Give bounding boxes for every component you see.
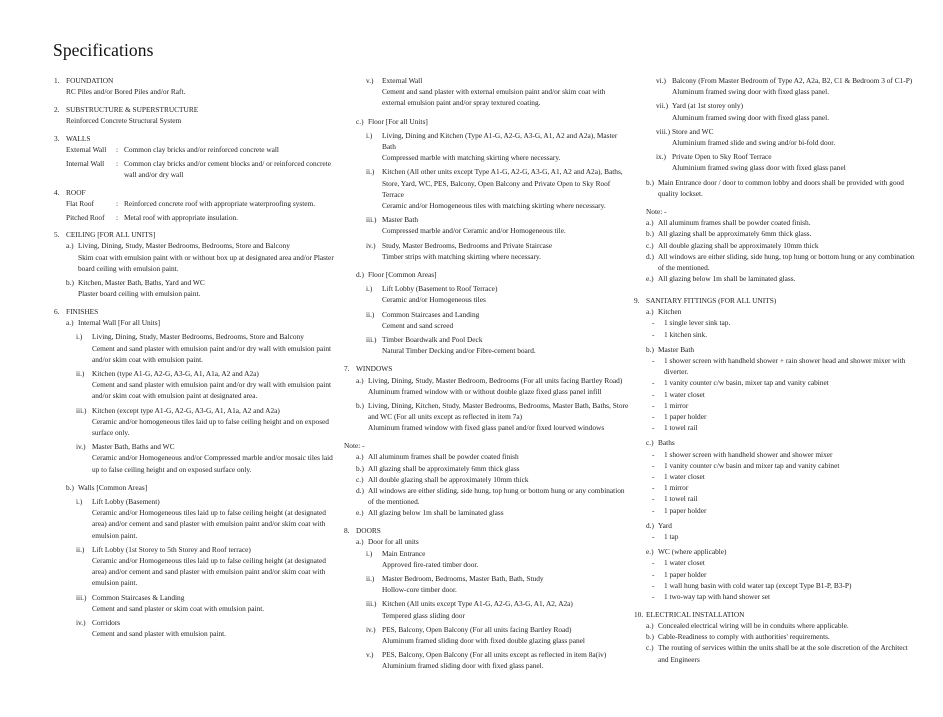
item-title: Door for all units — [368, 537, 419, 547]
item-body: 1 water closet — [664, 558, 705, 568]
spec-colon: : — [116, 145, 119, 155]
fitting-item: - 1 tap — [646, 531, 919, 542]
fitting-item: - 1 shower screen with handheld shower and shower mixer — [646, 449, 919, 460]
item-label: a.) — [66, 318, 74, 328]
section-heading: SUBSTRUCTURE & SUPERSTRUCTURE — [66, 104, 199, 114]
item-body: 1 single lever sink tap. — [664, 318, 731, 328]
list-item — [646, 642, 919, 664]
section-text: Reinforced Concrete Structural System — [66, 116, 182, 126]
item-label: vi.) — [656, 76, 666, 85]
note-heading: Note: - — [344, 441, 365, 451]
item-label: b.) — [66, 278, 74, 288]
spec-row — [66, 212, 339, 223]
fitting-item: - 1 paper holder — [646, 505, 919, 516]
fitting-item: - 1 towel rail — [646, 422, 919, 433]
item-title: Lift Lobby (1st Storey to 5th Storey and Roof terrace) — [92, 544, 251, 554]
item-label: c.) — [646, 438, 654, 448]
item-label: c.) — [646, 643, 654, 653]
sub-item — [66, 240, 339, 274]
item-label: ii.) — [366, 167, 375, 177]
item-body: Aluminum framed sliding door with fixed double glazing glass panel — [382, 635, 585, 645]
fitting-item: - 1 mirror — [646, 482, 919, 493]
item-label: iv.) — [76, 442, 86, 452]
item-body: Cement and sand plaster with emulsion paint and/or dry wall with emulsion paint and/or skim coat with emulsion paint. — [92, 343, 332, 364]
note-heading: Note: - — [646, 207, 667, 217]
item-body: 1 shower screen with handheld shower + rain shower head and shower mixer with diverter. — [664, 355, 906, 377]
item-label: v.) — [366, 76, 374, 85]
item-label: b.) — [646, 177, 654, 187]
sub-heading — [356, 536, 629, 547]
item-body: Aluminium framed sliding door with fixed glass panel. — [382, 661, 544, 671]
roman-item — [656, 75, 919, 97]
roman-item — [366, 573, 629, 595]
roman-item — [366, 214, 629, 236]
section-walls — [54, 133, 339, 180]
item-title: Balcony (From Master Bedroom of Type A2, A2a, B2, C1 & Bedroom 3 of C1-P) — [672, 76, 913, 85]
doors-note — [634, 206, 919, 284]
item-title: Master Bath — [658, 344, 695, 354]
item-title: Kitchen (except type A1-G, A2-G, A3-G, A1, A1a, A2 and A2a) — [92, 405, 280, 415]
item-label: iv.) — [76, 618, 86, 628]
roman-item — [76, 368, 339, 402]
item-label: a.) — [356, 375, 364, 385]
item-body: Cement and sand plaster with emulsion paint and/or dry wall with emulsion paint and/or skim coat with emulsion paint at designated area. — [92, 380, 332, 401]
item-title: Corridors — [92, 618, 121, 628]
item-label: b.) — [646, 229, 654, 239]
list-item — [646, 620, 919, 631]
fitting-item: - 1 two-way tap with hand shower set — [646, 591, 919, 602]
item-title: Common Staircases and Landing — [382, 309, 480, 319]
fitting-item: - 1 paper holder — [646, 411, 919, 422]
item-title: Study, Master Bedrooms, Bedrooms and Private Staircase — [382, 240, 553, 250]
item-label: iii.) — [76, 405, 87, 415]
fitting-item: - 1 vanity counter c/w basin and mixer tap and vanity cabinet — [646, 460, 919, 471]
roman-item — [76, 405, 339, 439]
item-label: i.) — [366, 548, 373, 558]
item-body: 1 water closet — [664, 389, 705, 399]
note-item — [646, 240, 919, 251]
column-3 — [634, 75, 919, 671]
fitting-group-heading — [646, 344, 919, 355]
item-label: vii.) — [656, 101, 669, 111]
section-heading: ELECTRICAL INSTALLATION — [646, 609, 745, 619]
roman-item — [366, 75, 629, 109]
sub-item — [356, 400, 629, 434]
item-label: iv.) — [366, 240, 376, 250]
item-body: Approved fire-rated timber door. — [382, 559, 479, 569]
item-title: Kitchen — [658, 307, 682, 317]
section-number: 3. — [54, 133, 60, 143]
fitting-group-heading — [646, 520, 919, 531]
item-body: 1 vanity counter c/w basin and mixer tap and vanity cabinet — [664, 460, 840, 470]
item-body: 1 water closet — [664, 472, 705, 481]
section-foundation — [54, 75, 339, 97]
item-title: Internal Wall [For all Units] — [78, 318, 161, 328]
item-body: Aluminium framed swing glass door with fixed glass panel — [672, 163, 846, 173]
note-item — [356, 507, 629, 518]
spec-key: Flat Roof — [66, 198, 94, 208]
item-body: 1 kitchen sink. — [664, 329, 708, 339]
roman-item — [366, 598, 629, 620]
roman-item — [366, 283, 629, 305]
spec-colon: : — [116, 212, 119, 222]
section-electrical — [634, 609, 919, 665]
item-label: c.) — [356, 116, 364, 126]
fitting-item: - 1 water closet — [646, 557, 919, 568]
item-title: Walls [Common Areas] — [78, 482, 148, 492]
item-title: Lift Lobby (Basement to Roof Terrace) — [382, 284, 498, 294]
item-title: Kitchen (All other units except Type A1-G, A2-G, A3-G, A1, A2 and A2a), Baths, Store, Yard, WC, PES, Balcony, Open Balcony and Private Open to Sky Roof Terrace — [382, 167, 623, 199]
item-label: a.) — [646, 307, 654, 317]
item-body: 1 mirror — [664, 400, 689, 410]
item-label: a.) — [66, 241, 74, 251]
item-title: WC (where applicable) — [658, 547, 727, 557]
section-heading: FOUNDATION — [66, 76, 114, 85]
item-body: Cement and sand plaster with emulsion paint. — [92, 629, 226, 639]
item-label: a.) — [646, 218, 654, 228]
sub-item — [66, 277, 339, 299]
item-title: Common Staircases & Landing — [92, 592, 185, 602]
section-structure — [54, 104, 339, 126]
item-body: Ceramic and/or Homogeneous tiles laid up to false ceiling height (at designated area) and/or cement and sand plaster with emulsion paint and/or skim coat with emulsion paint. — [92, 556, 326, 588]
item-title: Master Bath — [382, 215, 419, 225]
item-title: External Wall — [382, 76, 423, 85]
item-label: ii.) — [366, 573, 375, 583]
spec-value: Common clay bricks and/or cement blocks and/ or reinforced concrete wall and/or dry wall — [124, 158, 331, 179]
fitting-item: - 1 vanity counter c/w basin, mixer tap and vanity cabinet — [646, 377, 919, 388]
column-2 — [344, 75, 629, 678]
fitting-item: - 1 kitchen sink. — [646, 329, 919, 340]
item-body: All glazing shall be approximately 6mm thick glass. — [658, 229, 812, 239]
item-body: 1 mirror — [664, 483, 689, 493]
fitting-item: - 1 wall hung basin with cold water tap (except Type B1-P, B3-P) — [646, 580, 919, 591]
item-label: c.) — [356, 474, 364, 484]
roman-item — [76, 544, 339, 589]
roman-item — [656, 100, 919, 122]
item-body: Ceramic and/or Homogeneous tiles — [382, 295, 486, 305]
item-label: e.) — [356, 508, 364, 518]
fitting-group-heading — [646, 437, 919, 448]
item-title: Private Open to Sky Roof Terrace — [672, 152, 772, 162]
item-label: iii.) — [366, 335, 377, 345]
item-label: i.) — [76, 332, 83, 342]
section-sanitary-fittings — [634, 295, 919, 602]
roman-item — [76, 617, 339, 639]
item-title: Baths — [658, 438, 675, 448]
item-body: The routing of services within the units shall be at the sole discretion of the Architect and Engineers — [658, 643, 908, 664]
section-number: 9. — [634, 295, 640, 305]
list-item — [646, 631, 919, 642]
windows-note — [344, 440, 629, 518]
item-body: 1 paper holder — [664, 505, 707, 515]
item-title: Floor [Common Areas] — [368, 270, 437, 280]
item-body: 1 paper holder — [664, 569, 707, 579]
spec-key: External Wall — [66, 145, 107, 155]
fitting-item: - 1 shower screen with handheld shower + rain shower head and shower mixer with diverter. — [646, 355, 919, 377]
section-number: 1. — [54, 76, 60, 85]
spec-row — [66, 158, 339, 180]
item-title: Kitchen, Master Bath, Baths, Yard and WC — [78, 278, 205, 288]
item-body: 1 tap — [664, 532, 679, 542]
page-title: Specifications — [53, 40, 154, 60]
item-label: iii.) — [76, 592, 87, 602]
item-title: Living, Dining, Study, Master Bedrooms, Bedrooms, Store and Balcony — [92, 332, 304, 342]
section-heading: SANITARY FITTINGS (FOR ALL UNITS) — [646, 295, 777, 305]
item-body: 1 wall hung basin with cold water tap (except Type B1-P, B3-P) — [664, 580, 852, 590]
item-title: Lift Lobby (Basement) — [92, 497, 160, 506]
section-number: 10. — [634, 609, 644, 619]
fitting-item: - 1 single lever sink tap. — [646, 317, 919, 328]
item-title: Kitchen (All units except Type A1-G, A2-G, A3-G, A1, A2, A2a) — [382, 599, 573, 609]
item-title: Store and WC — [672, 126, 714, 136]
item-label: ii.) — [76, 368, 85, 378]
note-item — [646, 273, 919, 284]
note-item — [646, 217, 919, 228]
item-body: Ceramic and/or Homogeneous and/or Compressed marble and/or mosaic tiles laid up to false ceiling height and on exposed surface only. — [92, 453, 333, 474]
item-body: 1 shower screen with handheld shower and shower mixer — [664, 449, 833, 459]
sub-heading — [356, 269, 629, 280]
item-title: Living, Dining, Study, Master Bedroom, Bedrooms (For all units facing Bartley Road) — [368, 375, 623, 385]
section-heading: WALLS — [66, 133, 91, 143]
item-label: i.) — [366, 130, 373, 140]
item-body: Skim coat with emulsion paint with or without box up at designated area and/or Plaster board ceiling with emulsion paint. — [78, 252, 334, 273]
item-body: All glazing below 1m shall be laminated glass — [368, 508, 504, 518]
note-item — [356, 474, 629, 485]
item-body: Ceramic and/or Homogeneous tiles with matching skirting where necessary. — [382, 201, 606, 211]
roman-item — [76, 592, 339, 614]
item-body: Aluminum framed window with fixed glass panel and/or fixed lourved windows — [368, 423, 605, 433]
fitting-item: - 1 water closet — [646, 471, 919, 482]
item-label: c.) — [646, 240, 654, 250]
item-body: Aluminum framed window with or without double glaze fixed glass panel infill — [368, 386, 602, 396]
item-label: iii.) — [366, 215, 377, 225]
item-title: Yard — [658, 520, 672, 530]
item-body: 1 vanity counter c/w basin, mixer tap and vanity cabinet — [664, 378, 829, 388]
section-heading: ROOF — [66, 187, 86, 197]
item-body: Cement and sand screed — [382, 320, 454, 330]
section-number: 5. — [54, 230, 60, 240]
item-body: All glazing below 1m shall be laminated glass. — [658, 274, 796, 284]
section-roof — [54, 187, 339, 223]
roman-item — [366, 309, 629, 331]
item-body: 1 towel rail — [664, 423, 698, 433]
item-body: Cement and sand plaster with external emulsion paint and/or skim coat with external emulsion paint and/or spray textured coating. — [382, 87, 606, 108]
item-label: b.) — [646, 632, 654, 642]
section-number: 2. — [54, 104, 60, 114]
item-title: Living, Dining, Study, Master Bedrooms, Bedrooms, Store and Balcony — [78, 241, 290, 251]
spec-colon: : — [116, 158, 119, 168]
item-body: Concealed electrical wiring will be in conduits where applicable. — [658, 620, 849, 630]
item-body: Compressed marble with matching skirting where necessary. — [382, 153, 561, 163]
item-label: d.) — [646, 251, 654, 261]
item-label: viii.) — [656, 126, 671, 136]
item-label: iii.) — [366, 599, 377, 609]
item-body: 1 paper holder — [664, 411, 707, 421]
section-ceiling — [54, 229, 339, 299]
roman-item — [76, 496, 339, 541]
spec-key: Internal Wall — [66, 158, 105, 168]
item-label: d.) — [356, 270, 364, 280]
item-label: b.) — [646, 344, 654, 354]
fitting-item: - 1 mirror — [646, 400, 919, 411]
item-label: a.) — [356, 452, 364, 462]
sub-item — [356, 375, 629, 397]
roman-item — [76, 441, 339, 475]
item-title: Master Bedroom, Bedrooms, Master Bath, Bath, Study — [382, 573, 544, 583]
item-body: All aluminum frames shall be powder coated finish. — [658, 218, 811, 228]
item-label: ix.) — [656, 152, 666, 162]
section-doors — [344, 525, 629, 671]
item-body: Timber strips with matching skirting where necessary. — [382, 251, 541, 261]
spec-row — [66, 198, 339, 209]
fitting-item: - 1 water closet — [646, 389, 919, 400]
item-title: PES, Balcony, Open Balcony (For all units except as reflected in item 8a(iv) — [382, 650, 607, 660]
item-title: Floor [For all Units] — [368, 116, 428, 126]
note-item — [356, 451, 629, 462]
section-text: RC Piles and/or Bored Piles and/or Raft. — [66, 87, 186, 97]
item-body: All glazing shall be approximately 6mm thick glass — [368, 463, 520, 473]
item-title: Kitchen (type A1-G, A2-G, A3-G, A1, A1a, A2 and A2a) — [92, 368, 259, 378]
item-body: All double glazing shall be approximately 10mm thick — [658, 240, 819, 250]
item-body: 1 towel rail — [664, 494, 698, 504]
item-label: d.) — [356, 486, 364, 495]
item-body: Tempered glass sliding door — [382, 610, 465, 620]
item-body: Natural Timber Decking and/or Fibre-cement board. — [382, 346, 536, 356]
item-body: Compressed marble and/or Ceramic and/or Homogeneous tile. — [382, 226, 566, 236]
roman-item — [366, 649, 629, 671]
roman-item — [656, 151, 919, 173]
item-body: Plaster board ceiling with emulsion paint. — [78, 289, 201, 299]
item-label: i.) — [76, 497, 83, 506]
roman-item — [366, 334, 629, 356]
note-item — [356, 485, 629, 507]
item-label: a.) — [646, 620, 654, 630]
item-body: Main Entrance door / door to common lobby and doors shall be provided with good quality lockset. — [658, 177, 904, 198]
section-number: 6. — [54, 306, 60, 316]
section-heading: WINDOWS — [356, 364, 393, 374]
roman-item — [366, 240, 629, 262]
roman-item — [366, 130, 629, 164]
section-number: 8. — [344, 526, 350, 536]
item-label: d.) — [646, 520, 654, 530]
item-body: Aluminum framed swing door with fixed glass panel. — [672, 87, 830, 97]
item-body: Aluminum framed swing door with fixed glass panel. — [672, 112, 830, 122]
item-body: Aluminium framed slide and swing and/or bi-fold door. — [672, 138, 836, 148]
item-body: All windows are either sliding, side hung, top hung or bottom hung or any combination of the mentioned. — [658, 251, 915, 273]
section-heading: DOORS — [356, 526, 381, 536]
item-title: Yard (at 1st storey only) — [672, 101, 744, 111]
spec-value: Common clay bricks and/or reinforced concrete wall — [124, 145, 279, 155]
item-title: Living, Dining, Kitchen, Study, Master Bedrooms, Bedrooms, Master Bath, Baths, Store and WC (For all units except as reflected in item 7a) — [368, 401, 629, 422]
spec-colon: : — [116, 198, 119, 208]
sub-item — [646, 177, 919, 199]
item-body: Cable-Readiness to comply with authorities' requirements. — [658, 632, 830, 642]
section-finishes — [54, 306, 339, 639]
item-body: Cement and sand plaster or skim coat with emulsion paint. — [92, 603, 265, 613]
item-label: b.) — [66, 482, 74, 492]
roman-item — [366, 624, 629, 646]
item-title: Main Entrance — [382, 548, 426, 558]
section-heading: CEILING [FOR ALL UNITS] — [66, 230, 156, 240]
column-1 — [54, 75, 339, 646]
spec-value: Reinforced concrete roof with appropriate waterproofing system. — [124, 198, 316, 208]
sub-heading — [356, 116, 629, 127]
item-body: All double glazing shall be approximately 10mm thick — [368, 474, 529, 484]
note-item — [646, 251, 919, 273]
roman-item — [76, 331, 339, 365]
roman-item — [366, 166, 629, 211]
section-windows — [344, 363, 629, 433]
section-number: 7. — [344, 364, 350, 374]
item-label: ii.) — [76, 544, 85, 554]
item-label: iv.) — [366, 624, 376, 634]
item-body: All aluminum frames shall be powder coated finish — [368, 452, 519, 462]
item-label: b.) — [356, 463, 364, 473]
spec-row — [66, 144, 339, 155]
item-label: a.) — [356, 537, 364, 547]
item-label: v.) — [366, 650, 374, 660]
fitting-group-heading — [646, 546, 919, 557]
item-label: b.) — [356, 401, 364, 411]
item-title: Master Bath, Baths and WC — [92, 442, 175, 452]
fitting-group-heading — [646, 306, 919, 317]
roman-item — [366, 548, 629, 570]
item-body: Hollow-core timber door. — [382, 585, 457, 595]
item-label: ii.) — [366, 309, 375, 319]
sub-heading — [66, 317, 339, 328]
section-heading: FINISHES — [66, 306, 99, 316]
section-number: 4. — [54, 187, 60, 197]
item-label: e.) — [646, 547, 654, 557]
spec-key: Pitched Roof — [66, 212, 105, 222]
fitting-item: - 1 towel rail — [646, 493, 919, 504]
item-title: Timber Boardwalk and Pool Deck — [382, 335, 483, 345]
item-body: Ceramic and/or Homogeneous tiles laid up to false ceiling height (at designated area) and/or cement and sand plaster with emulsion paint and/or skim coat with emulsion paint. — [92, 508, 326, 540]
sub-heading — [66, 482, 339, 493]
roman-item — [656, 126, 919, 148]
item-label: e.) — [646, 274, 654, 284]
note-item — [356, 463, 629, 474]
item-title: PES, Balcony, Open Balcony (For all units facing Bartley Road) — [382, 624, 572, 634]
fitting-item: - 1 paper holder — [646, 569, 919, 580]
item-body: 1 two-way tap with hand shower set — [664, 592, 771, 602]
note-item — [646, 228, 919, 239]
item-title: Living, Dining and Kitchen (Type A1-G, A2-G, A3-G, A1, A2 and A2a), Master Bath — [382, 130, 618, 152]
item-label: i.) — [366, 284, 373, 294]
item-body: Ceramic and/or homogeneous tiles laid up to false ceiling height and on exposed surface only. — [92, 416, 329, 437]
item-body: All windows are either sliding, side hung, top hung or bottom hung or any combination of the mentioned. — [368, 486, 625, 507]
spec-value: Metal roof with appropriate insulation. — [124, 212, 239, 222]
